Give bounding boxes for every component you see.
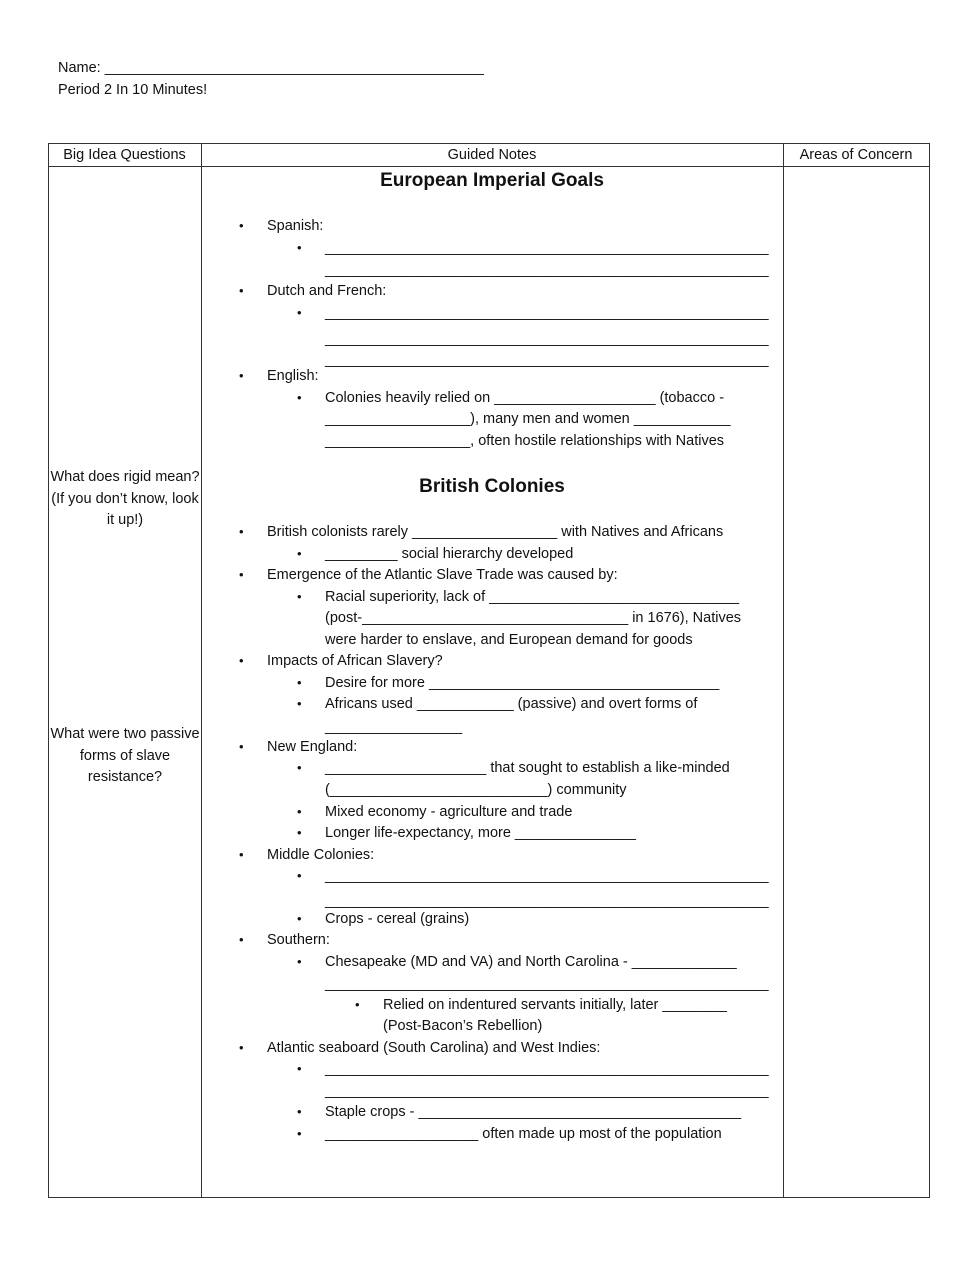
note-line: New England:: [267, 739, 358, 755]
section-title-european-goals: European Imperial Goals: [380, 170, 604, 191]
bullet-icon: •: [297, 546, 302, 561]
note-line: __________________, often hostile relationships with Natives: [325, 433, 725, 449]
bullet-icon: •: [239, 847, 244, 862]
bullet-icon: •: [297, 868, 302, 883]
note-line: Crops - cereal (grains): [325, 911, 470, 927]
bullet-icon: •: [297, 804, 302, 819]
bullet-icon: •: [297, 240, 302, 255]
bullet-icon: •: [239, 739, 244, 754]
note-line: _______________________________________________________: [325, 976, 769, 992]
period-title: Period 2 In 10 Minutes!: [58, 82, 208, 98]
note-line: Mixed economy - agriculture and trade: [325, 804, 573, 820]
note-line: (Post-Bacon’s Rebellion): [383, 1018, 543, 1034]
bullet-icon: •: [297, 1104, 302, 1119]
bullet-icon: •: [239, 218, 244, 233]
note-line: _______________________________________________________: [325, 1083, 769, 1099]
note-line: _________________: [325, 719, 463, 735]
note-line: were harder to enslave, and European demand for goods: [325, 632, 693, 648]
note-line: English:: [267, 368, 319, 384]
note-line: Impacts of African Slavery?: [267, 653, 443, 669]
note-line: Desire for more ____________________________________: [325, 675, 720, 691]
note-line: Racial superiority, lack of _______________________________: [325, 589, 740, 605]
bullet-icon: •: [297, 1061, 302, 1076]
note-line: Southern:: [267, 932, 330, 948]
note-line: ____________________ that sought to establish a like-minded: [325, 760, 730, 776]
note-line: _______________________________________________________: [325, 240, 769, 256]
note-line: Staple crops - ________________________________________: [325, 1104, 742, 1120]
note-line: _______________________________________________________: [325, 262, 769, 278]
name-field: Name: _______________________________________________: [58, 60, 484, 76]
note-line: Spanish:: [267, 218, 324, 234]
bullet-icon: •: [239, 1040, 244, 1055]
note-line: Africans used ____________ (passive) and overt forms of: [325, 696, 698, 712]
note-line: _______________________________________________________: [325, 868, 769, 884]
note-line: (___________________________) community: [325, 782, 627, 798]
bullet-icon: •: [239, 283, 244, 298]
bullet-icon: •: [297, 675, 302, 690]
note-line: _______________________________________________________: [325, 305, 769, 321]
note-line: _______________________________________________________: [325, 893, 769, 909]
bullet-icon: •: [239, 567, 244, 582]
question-passive-resistance: What were two passive forms of slave resistance?: [50, 726, 200, 785]
note-line: Relied on indentured servants initially, later ________: [383, 997, 727, 1013]
note-line: (post-_________________________________ in 1676), Natives: [325, 610, 742, 626]
note-line: Emergence of the Atlantic Slave Trade was caused by:: [267, 567, 618, 583]
bullet-icon: •: [297, 825, 302, 840]
bullet-icon: •: [239, 932, 244, 947]
note-line: Longer life-expectancy, more _______________: [325, 825, 636, 841]
bullet-icon: •: [297, 390, 302, 405]
note-line: _________ social hierarchy developed: [325, 546, 574, 562]
note-line: Dutch and French:: [267, 283, 387, 299]
bullet-icon: •: [297, 589, 302, 604]
column-header-questions: Big Idea Questions: [63, 147, 186, 163]
bullet-icon: •: [239, 653, 244, 668]
note-line: __________________), many men and women ____________: [325, 411, 731, 427]
note-line: _______________________________________________________: [325, 1061, 769, 1077]
bullet-icon: •: [355, 997, 360, 1012]
bullet-icon: •: [297, 954, 302, 969]
note-line: Colonies heavily relied on ____________________ (tobacco -: [325, 390, 725, 406]
bullet-icon: •: [297, 760, 302, 775]
bullet-icon: •: [239, 524, 244, 539]
note-line: ___________________ often made up most of the population: [325, 1126, 722, 1142]
bullet-icon: •: [297, 1126, 302, 1141]
note-line: _______________________________________________________: [325, 331, 769, 347]
section-title-british-colonies: British Colonies: [419, 476, 565, 497]
column-header-concerns: Areas of Concern: [799, 147, 913, 163]
bullet-icon: •: [239, 368, 244, 383]
note-line: Middle Colonies:: [267, 847, 375, 863]
bullet-icon: •: [297, 696, 302, 711]
note-line: Atlantic seaboard (South Carolina) and West Indies:: [267, 1040, 601, 1056]
bullet-icon: •: [297, 911, 302, 926]
note-line: Chesapeake (MD and VA) and North Carolina - _____________: [325, 954, 737, 970]
column-header-notes: Guided Notes: [447, 147, 537, 163]
note-line: _______________________________________________________: [325, 352, 769, 368]
question-rigid: What does rigid mean? (If you don’t know, look it up!): [50, 469, 200, 528]
note-line: British colonists rarely __________________ with Natives and Africans: [267, 524, 724, 540]
bullet-icon: •: [297, 305, 302, 320]
